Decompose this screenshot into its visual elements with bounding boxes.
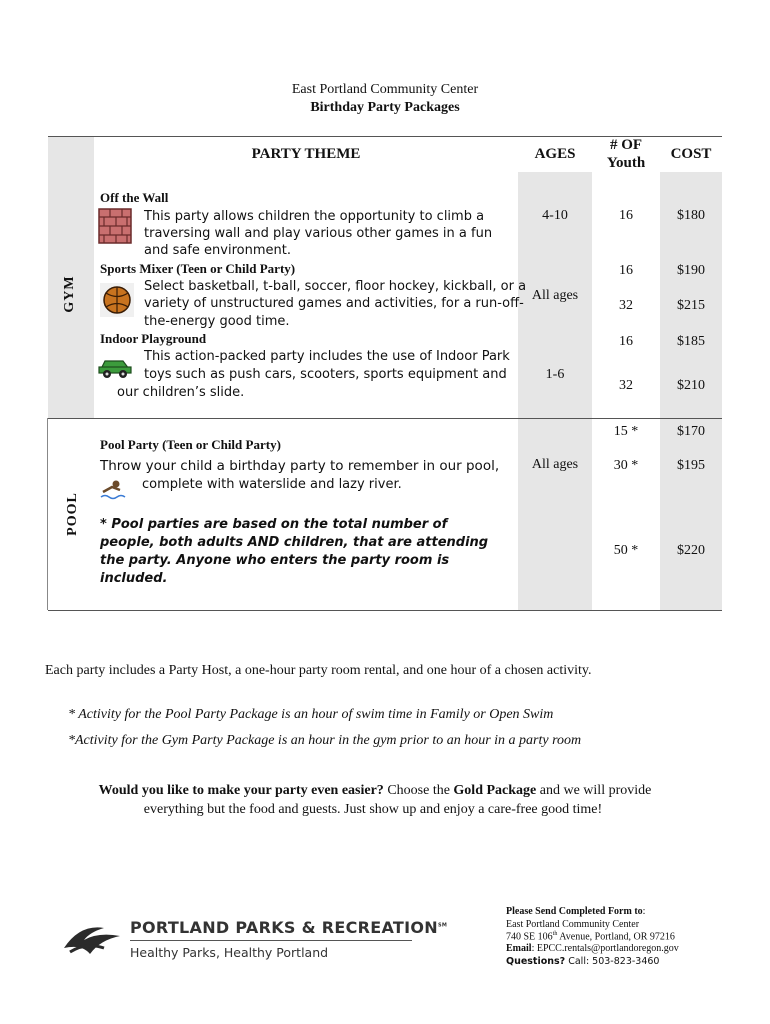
sports-mixer-desc-1: Select basketball, t-ball, soccer, floor hockey, kickball, or a <box>144 279 527 294</box>
gym-section-label: GYM <box>62 275 77 313</box>
sports-mixer-youth-1: 16 <box>619 263 633 278</box>
gold-package-name: Gold Package <box>453 783 537 798</box>
off-the-wall-cost: $180 <box>677 208 705 223</box>
climbing-wall-icon <box>98 208 132 244</box>
sports-mixer-desc-2: variety of unstructured games and activities, for a run-off- <box>144 296 524 311</box>
pool-party-youth-3: 50 * <box>613 543 639 558</box>
questions-label: Questions? <box>506 956 566 967</box>
sports-mixer-cost-2: $215 <box>677 298 705 313</box>
ppr-logo-name <box>130 918 447 937</box>
ppr-logo-sm: SM <box>437 922 448 929</box>
off-the-wall-ages: 4-10 <box>542 208 568 223</box>
indoor-playground-desc-1: This action-packed party includes the use of Indoor Park <box>144 349 510 364</box>
gold-rest: and we will provide <box>536 783 652 798</box>
off-the-wall-desc-1: This party allows children the opportunity to climb a <box>144 209 485 224</box>
send-form-label-text: Please Send Completed Form to <box>506 906 643 917</box>
gold-package-line-2: everything but the food and guests. Just show up and enjoy a care-free good time! <box>143 802 603 817</box>
pool-party-desc-1: Throw your child a birthday party to remember in our pool, <box>100 458 500 474</box>
swimmer-icon <box>100 478 126 502</box>
pool-party-cost-1: $170 <box>677 424 705 439</box>
pool-note-line-3: the party. Anyone who enters the party room is <box>100 553 450 568</box>
pool-party-youth-2: 30 * <box>613 458 639 473</box>
sports-mixer-title: Sports Mixer (Teen or Child Party) <box>100 261 296 276</box>
col-youth-line1: # OF <box>609 137 643 153</box>
includes-text: Each party includes a Party Host, a one-hour party room rental, and one hour of a chosen activity. <box>45 663 592 678</box>
contact-address <box>506 931 675 942</box>
pool-note-line-1: * Pool parties are based on the total number of <box>100 517 448 532</box>
gold-mid: Choose the <box>383 783 454 798</box>
table-bottom-border <box>48 610 722 611</box>
pool-section-label: POOL <box>65 492 80 536</box>
gym-activity-note: *Activity for the Gym Party Package is an hour in the gym prior to an hour in a party room <box>68 733 582 748</box>
pool-note-line-2: people, both adults AND children, that are attending <box>100 535 489 550</box>
indoor-playground-cost-2: $210 <box>677 378 705 393</box>
questions-value: Call: 503-823-3460 <box>565 956 660 967</box>
pool-party-cost-3: $220 <box>677 543 705 558</box>
off-the-wall-desc-2: traversing wall and play various other games in a fun <box>144 226 493 241</box>
pool-party-ages: All ages <box>531 457 579 472</box>
pool-activity-note: * Activity for the Pool Party Package is an hour of swim time in Family or Open Swim <box>68 707 554 722</box>
pool-party-title: Pool Party (Teen or Child Party) <box>100 437 281 452</box>
email-label: Email <box>506 943 532 954</box>
gold-question: Would you like to make your party even easier? <box>98 783 384 798</box>
ppr-logo-tagline: Healthy Parks, Healthy Portland <box>130 945 329 960</box>
contact-email <box>506 943 679 954</box>
sports-mixer-ages: All ages <box>531 288 579 303</box>
pool-party-youth-1: 15 * <box>613 424 639 439</box>
pool-party-desc-2: complete with waterslide and lazy river. <box>142 477 402 492</box>
sports-mixer-cost-1: $190 <box>677 263 705 278</box>
center-name: East Portland Community Center <box>291 82 479 97</box>
col-cost: COST <box>670 146 712 162</box>
col-youth-line2: Youth <box>606 155 646 171</box>
gold-package-line-1 <box>0 783 750 799</box>
address-post: Avenue, Portland, OR 97216 <box>557 931 675 943</box>
sports-mixer-desc-3: the-energy good time. <box>144 314 290 329</box>
page-title: Birthday Party Packages <box>310 100 460 115</box>
off-the-wall-title: Off the Wall <box>100 190 169 205</box>
pool-party-cost-2: $195 <box>677 458 705 473</box>
col-ages: AGES <box>534 146 576 162</box>
address-sup: th <box>552 931 558 937</box>
address-pre: 740 SE 106 <box>506 931 553 943</box>
send-form-label <box>506 906 645 917</box>
toy-car-icon <box>97 355 133 379</box>
gym-pool-divider <box>48 418 722 419</box>
ppr-logo-divider <box>130 940 412 941</box>
ppr-logo-icon <box>60 918 126 958</box>
pool-note-line-4: included. <box>100 571 168 586</box>
indoor-playground-ages: 1-6 <box>545 367 565 382</box>
sports-mixer-youth-2: 32 <box>619 298 633 313</box>
indoor-playground-title: Indoor Playground <box>100 331 207 346</box>
contact-center-name: East Portland Community Center <box>506 919 640 930</box>
email-value: : EPCC.rentals@portlandoregon.gov <box>531 943 679 954</box>
indoor-playground-cost-1: $185 <box>677 334 705 349</box>
ppr-logo-name-text: PORTLAND PARKS & RECREATION <box>130 918 438 937</box>
pool-ages-shade <box>518 418 592 610</box>
indoor-playground-desc-3: our children’s slide. <box>117 385 245 400</box>
off-the-wall-desc-3: and safe environment. <box>144 243 291 258</box>
indoor-playground-desc-2: toys such as push cars, scooters, sports equipment and <box>144 367 507 382</box>
off-the-wall-youth: 16 <box>619 208 633 223</box>
basketball-icon <box>100 283 134 317</box>
table-left-border <box>47 418 48 610</box>
contact-questions <box>506 956 659 967</box>
indoor-playground-youth-1: 16 <box>619 334 633 349</box>
indoor-playground-youth-2: 32 <box>619 378 633 393</box>
col-party-theme: PARTY THEME <box>251 146 361 162</box>
send-form-colon: : <box>642 906 646 917</box>
